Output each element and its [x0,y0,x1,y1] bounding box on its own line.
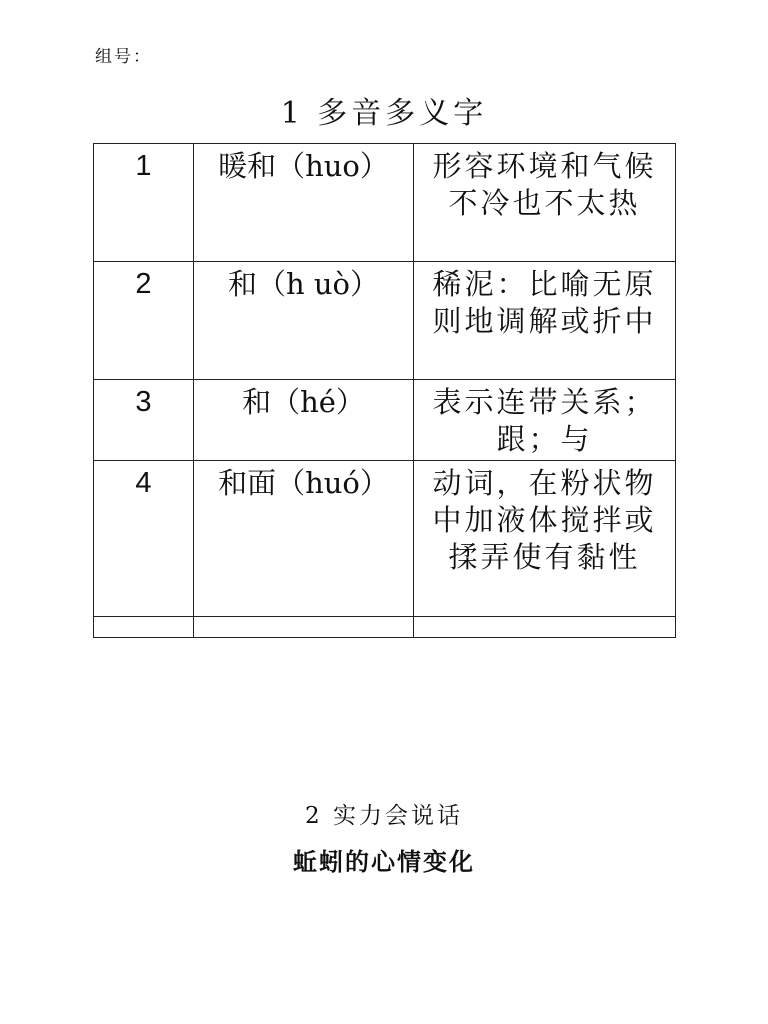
row-number: 2 [94,262,194,380]
word-cell: 和面（huó） [194,461,414,617]
word-cell: 和（hé） [194,380,414,461]
section-title-speaking: 2 实力会说话 [305,803,463,829]
meaning-cell: 动词，在粉状物中加液体搅拌或揉弄使有黏性 [414,461,676,617]
meaning-cell: 形容环境和气候不冷也不太热 [414,144,676,262]
word-cell: 暖和（huo） [194,144,414,262]
meaning-cell: 稀泥：比喻无原则地调解或折中 [414,262,676,380]
meaning-cell [414,617,676,638]
row-number: 4 [94,461,194,617]
word-cell: 和（h uò） [194,262,414,380]
table-row [94,380,676,461]
section-subtitle-earthworm: 蚯蚓的心情变化 [293,847,475,876]
table-row [94,144,676,262]
polyphonic-table [93,143,676,638]
table-row [94,262,676,380]
word-cell [194,617,414,638]
table-row-empty [94,617,676,638]
meaning-cell: 表示连带关系；跟；与 [414,380,676,461]
row-number [94,617,194,638]
table-row [94,461,676,617]
group-number-label: 组号： [95,47,152,67]
section-title-polyphonic: 1 多音多义字 [280,96,488,131]
row-number: 3 [94,380,194,461]
row-number: 1 [94,144,194,262]
